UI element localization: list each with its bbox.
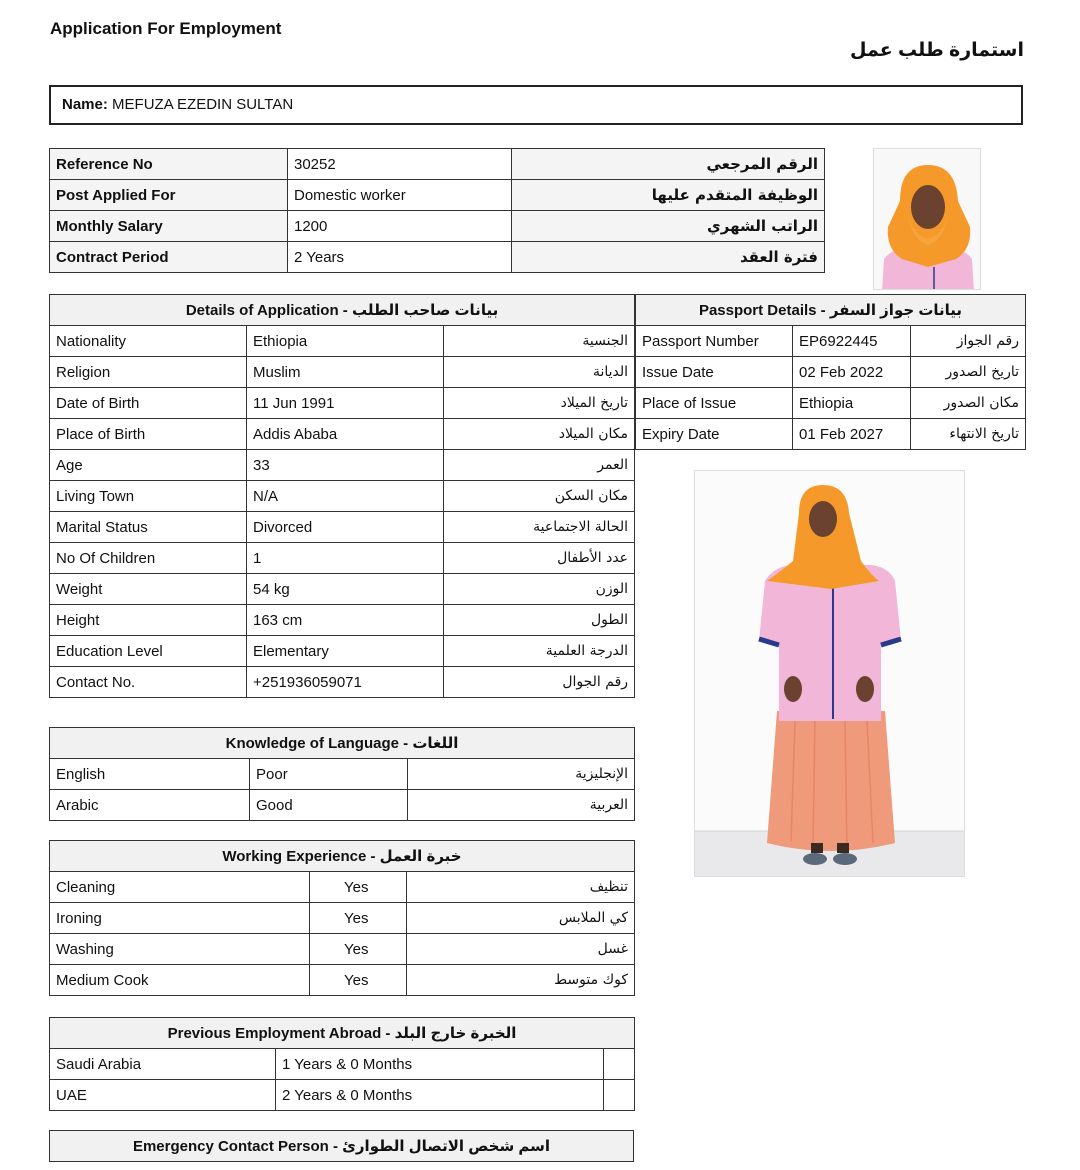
passport-label-arabic: رقم الجواز: [911, 326, 1026, 357]
abroad-duration: 2 Years & 0 Months: [276, 1080, 604, 1111]
passport-row: [636, 357, 1026, 388]
detail-value: +251936059071: [247, 667, 444, 698]
passport-label: Issue Date: [636, 357, 793, 388]
detail-value: 11 Jun 1991: [247, 388, 444, 419]
reference-table: [49, 148, 825, 273]
applicant-portrait-photo: [873, 148, 981, 290]
experience-row: [50, 872, 635, 903]
experience-label: Medium Cook: [50, 965, 310, 996]
reference-row: [50, 149, 825, 180]
emergency-table: [49, 1130, 634, 1162]
reference-value: 30252: [288, 149, 512, 180]
detail-value: 54 kg: [247, 574, 444, 605]
passport-label: Expiry Date: [636, 419, 793, 450]
detail-label-arabic: الجنسية: [444, 326, 635, 357]
abroad-header: Previous Employment Abroad - الخبرة خارج البلد: [50, 1018, 635, 1049]
experience-row: [50, 903, 635, 934]
experience-header: Working Experience - خبرة العمل: [50, 841, 635, 872]
passport-row: [636, 419, 1026, 450]
reference-value: 2 Years: [288, 242, 512, 273]
detail-label-arabic: مكان السكن: [444, 481, 635, 512]
passport-label-arabic: تاريخ الانتهاء: [911, 419, 1026, 450]
detail-value: Addis Ababa: [247, 419, 444, 450]
reference-value: 1200: [288, 211, 512, 242]
experience-label: Washing: [50, 934, 310, 965]
reference-label: Contract Period: [50, 242, 288, 273]
detail-row: [50, 388, 635, 419]
experience-table: [49, 840, 635, 996]
detail-label-arabic: الدرجة العلمية: [444, 636, 635, 667]
detail-label: Nationality: [50, 326, 247, 357]
detail-label: Religion: [50, 357, 247, 388]
name-box: [49, 85, 1023, 125]
passport-row: [636, 326, 1026, 357]
details-header: Details of Application - بيانات صاحب الطلب: [50, 295, 635, 326]
title-arabic: استمارة طلب عمل: [850, 40, 1024, 61]
detail-label: Living Town: [50, 481, 247, 512]
experience-value: Yes: [310, 934, 407, 965]
experience-label-arabic: تنظيف: [407, 872, 635, 903]
experience-label: Ironing: [50, 903, 310, 934]
experience-label: Cleaning: [50, 872, 310, 903]
abroad-empty-cell: [604, 1049, 635, 1080]
language-label: Arabic: [50, 790, 250, 821]
passport-value: 01 Feb 2027: [793, 419, 911, 450]
reference-label-arabic: الرقم المرجعي: [512, 149, 825, 180]
detail-row: [50, 326, 635, 357]
title-english: Application For Employment: [50, 19, 282, 38]
abroad-table: [49, 1017, 635, 1111]
detail-row: [50, 543, 635, 574]
abroad-row: [50, 1080, 635, 1111]
experience-value: Yes: [310, 903, 407, 934]
detail-label-arabic: الوزن: [444, 574, 635, 605]
passport-row: [636, 388, 1026, 419]
reference-label-arabic: الوظيفة المتقدم عليها: [512, 180, 825, 211]
reference-label-arabic: الراتب الشهري: [512, 211, 825, 242]
passport-value: EP6922445: [793, 326, 911, 357]
abroad-duration: 1 Years & 0 Months: [276, 1049, 604, 1080]
abroad-country: Saudi Arabia: [50, 1049, 276, 1080]
reference-label: Monthly Salary: [50, 211, 288, 242]
language-row: [50, 759, 635, 790]
reference-row: [50, 211, 825, 242]
detail-label: No Of Children: [50, 543, 247, 574]
detail-label: Age: [50, 450, 247, 481]
experience-label-arabic: كوك متوسط: [407, 965, 635, 996]
experience-label-arabic: غسل: [407, 934, 635, 965]
emergency-header: Emergency Contact Person - اسم شخص الاتصال الطوارئ: [50, 1131, 634, 1162]
passport-label-arabic: مكان الصدور: [911, 388, 1026, 419]
detail-label-arabic: الديانة: [444, 357, 635, 388]
name-value: MEFUZA EZEDIN SULTAN: [112, 96, 294, 113]
detail-value: 1: [247, 543, 444, 574]
applicant-full-body-photo: [694, 470, 965, 877]
reference-label: Post Applied For: [50, 180, 288, 211]
detail-label-arabic: الطول: [444, 605, 635, 636]
detail-value: Muslim: [247, 357, 444, 388]
detail-value: Elementary: [247, 636, 444, 667]
reference-label: Reference No: [50, 149, 288, 180]
language-label-arabic: العربية: [408, 790, 635, 821]
detail-label-arabic: مكان الميلاد: [444, 419, 635, 450]
passport-label-arabic: تاريخ الصدور: [911, 357, 1026, 388]
detail-label: Weight: [50, 574, 247, 605]
passport-table: [635, 294, 1026, 450]
reference-row: [50, 180, 825, 211]
detail-label: Date of Birth: [50, 388, 247, 419]
abroad-row: [50, 1049, 635, 1080]
detail-label-arabic: تاريخ الميلاد: [444, 388, 635, 419]
details-table: [49, 294, 635, 698]
detail-row: [50, 667, 635, 698]
language-label: English: [50, 759, 250, 790]
experience-value: Yes: [310, 872, 407, 903]
detail-label: Place of Birth: [50, 419, 247, 450]
abroad-country: UAE: [50, 1080, 276, 1111]
detail-value: N/A: [247, 481, 444, 512]
detail-row: [50, 574, 635, 605]
reference-value: Domestic worker: [288, 180, 512, 211]
detail-row: [50, 450, 635, 481]
detail-label: Marital Status: [50, 512, 247, 543]
detail-value: 163 cm: [247, 605, 444, 636]
language-value: Poor: [250, 759, 408, 790]
detail-label: Contact No.: [50, 667, 247, 698]
detail-label-arabic: العمر: [444, 450, 635, 481]
detail-row: [50, 481, 635, 512]
passport-header: Passport Details - بيانات جواز السفر: [636, 295, 1026, 326]
experience-row: [50, 965, 635, 996]
language-table: [49, 727, 635, 821]
passport-label: Place of Issue: [636, 388, 793, 419]
detail-label: Height: [50, 605, 247, 636]
reference-row: [50, 242, 825, 273]
detail-label-arabic: رقم الجوال: [444, 667, 635, 698]
language-row: [50, 790, 635, 821]
detail-label-arabic: عدد الأطفال: [444, 543, 635, 574]
reference-label-arabic: فترة العقد: [512, 242, 825, 273]
detail-row: [50, 419, 635, 450]
passport-value: Ethiopia: [793, 388, 911, 419]
detail-value: Divorced: [247, 512, 444, 543]
language-value: Good: [250, 790, 408, 821]
experience-value: Yes: [310, 965, 407, 996]
language-label-arabic: الإنجليزية: [408, 759, 635, 790]
detail-row: [50, 357, 635, 388]
detail-label-arabic: الحالة الاجتماعية: [444, 512, 635, 543]
name-label: Name:: [62, 96, 108, 113]
experience-row: [50, 934, 635, 965]
detail-label: Education Level: [50, 636, 247, 667]
detail-row: [50, 605, 635, 636]
detail-value: 33: [247, 450, 444, 481]
abroad-empty-cell: [604, 1080, 635, 1111]
language-header: Knowledge of Language - اللغات: [50, 728, 635, 759]
passport-value: 02 Feb 2022: [793, 357, 911, 388]
detail-row: [50, 512, 635, 543]
detail-value: Ethiopia: [247, 326, 444, 357]
passport-label: Passport Number: [636, 326, 793, 357]
detail-row: [50, 636, 635, 667]
experience-label-arabic: كي الملابس: [407, 903, 635, 934]
